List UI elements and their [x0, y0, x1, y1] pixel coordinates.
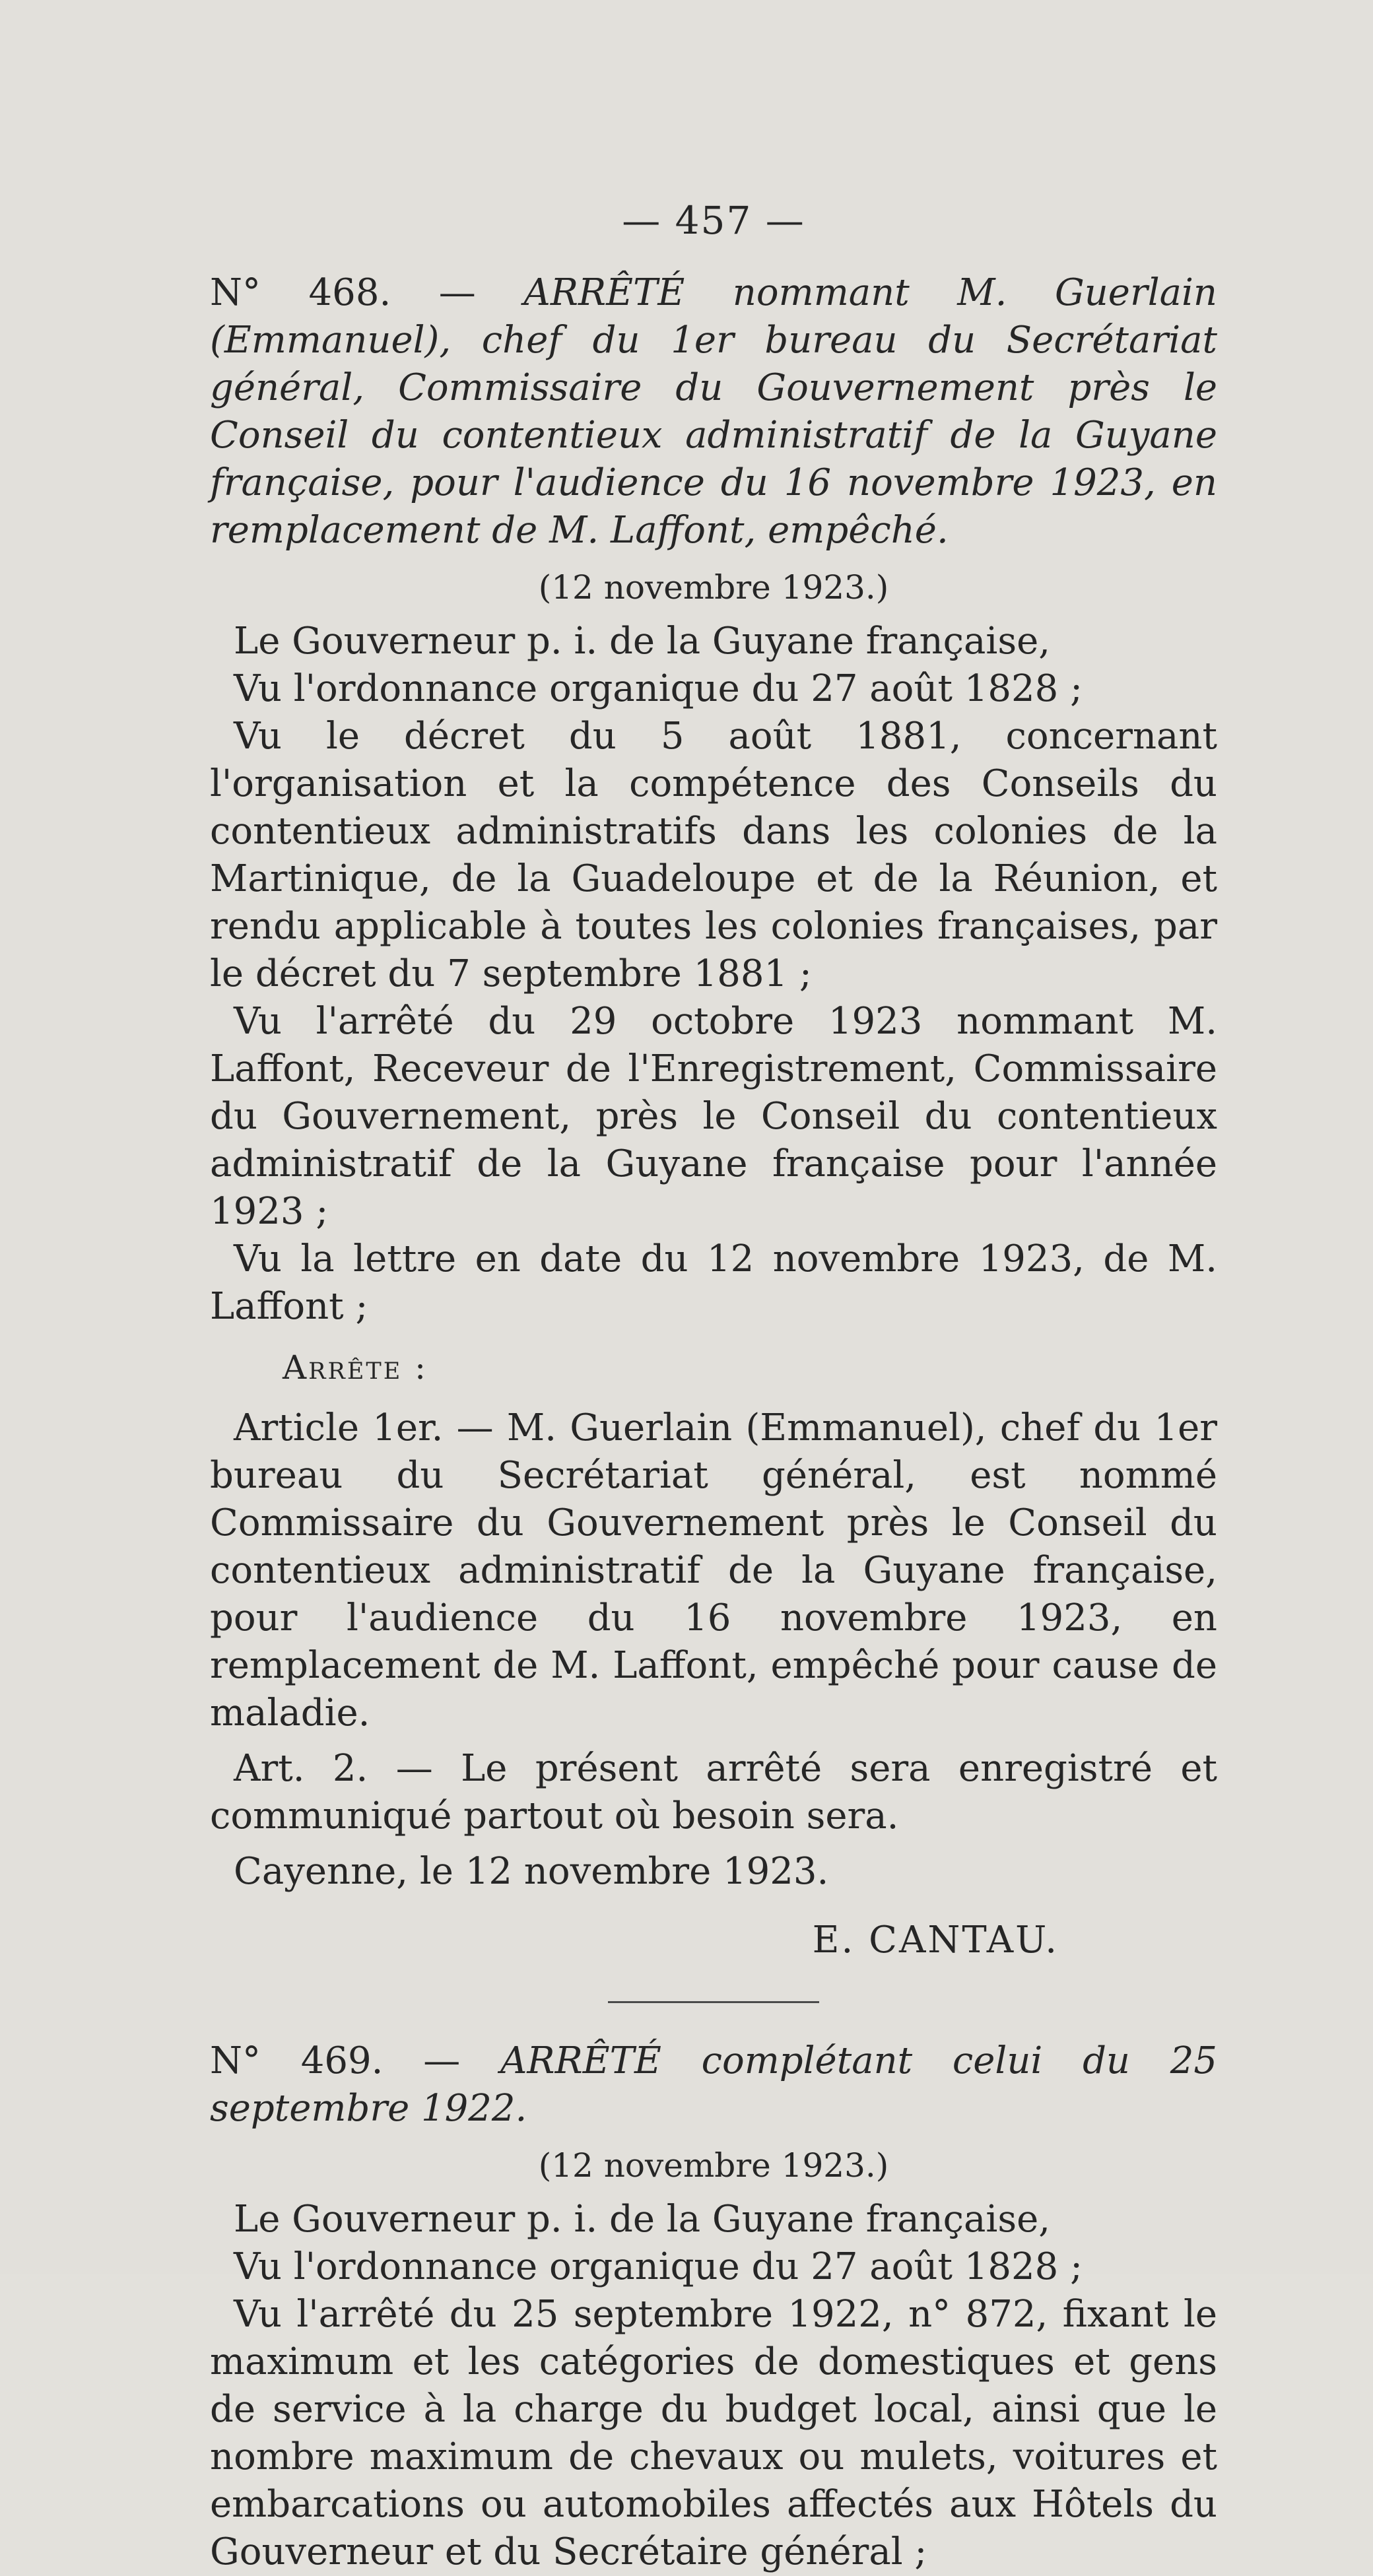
section-469-title: ARRÊTÉ complétant celui du 25 septembre 1922.: [210, 2039, 1217, 2130]
section-468-arrete-label: Arrête :: [283, 1348, 428, 1387]
section-469-date: (12 novembre 1923.): [538, 2146, 889, 2185]
section-468-number: N° 468. —: [210, 271, 476, 314]
section-469-paragraph: Vu l'ordonnance organique du 27 août 1828 ;: [234, 2245, 1083, 2288]
section-468-article: Art. 2. — Le présent arrêté sera enregistré et communiqué partout où besoin sera.: [210, 1747, 1217, 1837]
section-468-paragraph: Vu le décret du 5 août 1881, concernant l'organisation et la compétence des Conseils du contentieux administratifs dans les colonies de la Martinique, de la Guadeloupe et de la Réunion, et rendu applicable à toutes les colonies françaises, par le décret du 7 septembre 1881 ;: [210, 715, 1217, 995]
section-469-paragraph: Le Gouverneur p. i. de la Guyane française,: [234, 2198, 1051, 2241]
section-468-article: Article 1er. — M. Guerlain (Emmanuel), chef du 1er bureau du Secrétariat général, est nommé Commissaire du Gouvernement près le Conseil du contentieux administratif de la Guyane française, pour l'audience du 16 novembre 1923, en remplacement de M. Laffont, empêché pour cause de maladie.: [210, 1406, 1217, 1734]
section-469-number: N° 469. —: [210, 2039, 461, 2082]
section-468-heading: [210, 269, 1217, 554]
section-469-paragraph: Vu l'arrêté du 25 septembre 1922, n° 872, fixant le maximum et les catégories de domestiques et gens de service à la charge du budget local, ainsi que le nombre maximum de chevaux ou mulets, voitures et embarcations ou automobiles affectés aux Hôtels du Gouverneur et du Secrétaire général ;: [210, 2293, 1217, 2573]
section-469-heading: [210, 2037, 1217, 2132]
section-468-paragraph: Vu l'arrêté du 29 octobre 1923 nommant M. Laffont, Receveur de l'Enregistrement, Commissaire du Gouvernement, près le Conseil du contentieux administratif de la Guyane française pour l'année 1923 ;: [210, 1000, 1217, 1233]
section-468-signature: E. CANTAU.: [812, 1919, 1059, 1962]
section-divider: [608, 2001, 819, 2003]
section-468-title: ARRÊTÉ nommant M. Guerlain (Emmanuel), chef du 1er bureau du Secrétariat général, Commissaire du Gouvernement près le Conseil du contentieux administratif de la Guyane française, pour l'audience du 16 novembre 1923, en remplacement de M. Laffont, empêché.: [210, 271, 1217, 552]
section-468-paragraph: Le Gouverneur p. i. de la Guyane française,: [234, 620, 1051, 663]
section-468-date: (12 novembre 1923.): [538, 568, 889, 607]
page-number: — 457 —: [622, 198, 805, 243]
section-468-place-date: Cayenne, le 12 novembre 1923.: [234, 1850, 829, 1893]
section-468-paragraph: Vu l'ordonnance organique du 27 août 1828 ;: [234, 667, 1083, 710]
section-468-paragraph: Vu la lettre en date du 12 novembre 1923, de M. Laffont ;: [210, 1238, 1217, 1328]
text-column: [210, 198, 1217, 2576]
